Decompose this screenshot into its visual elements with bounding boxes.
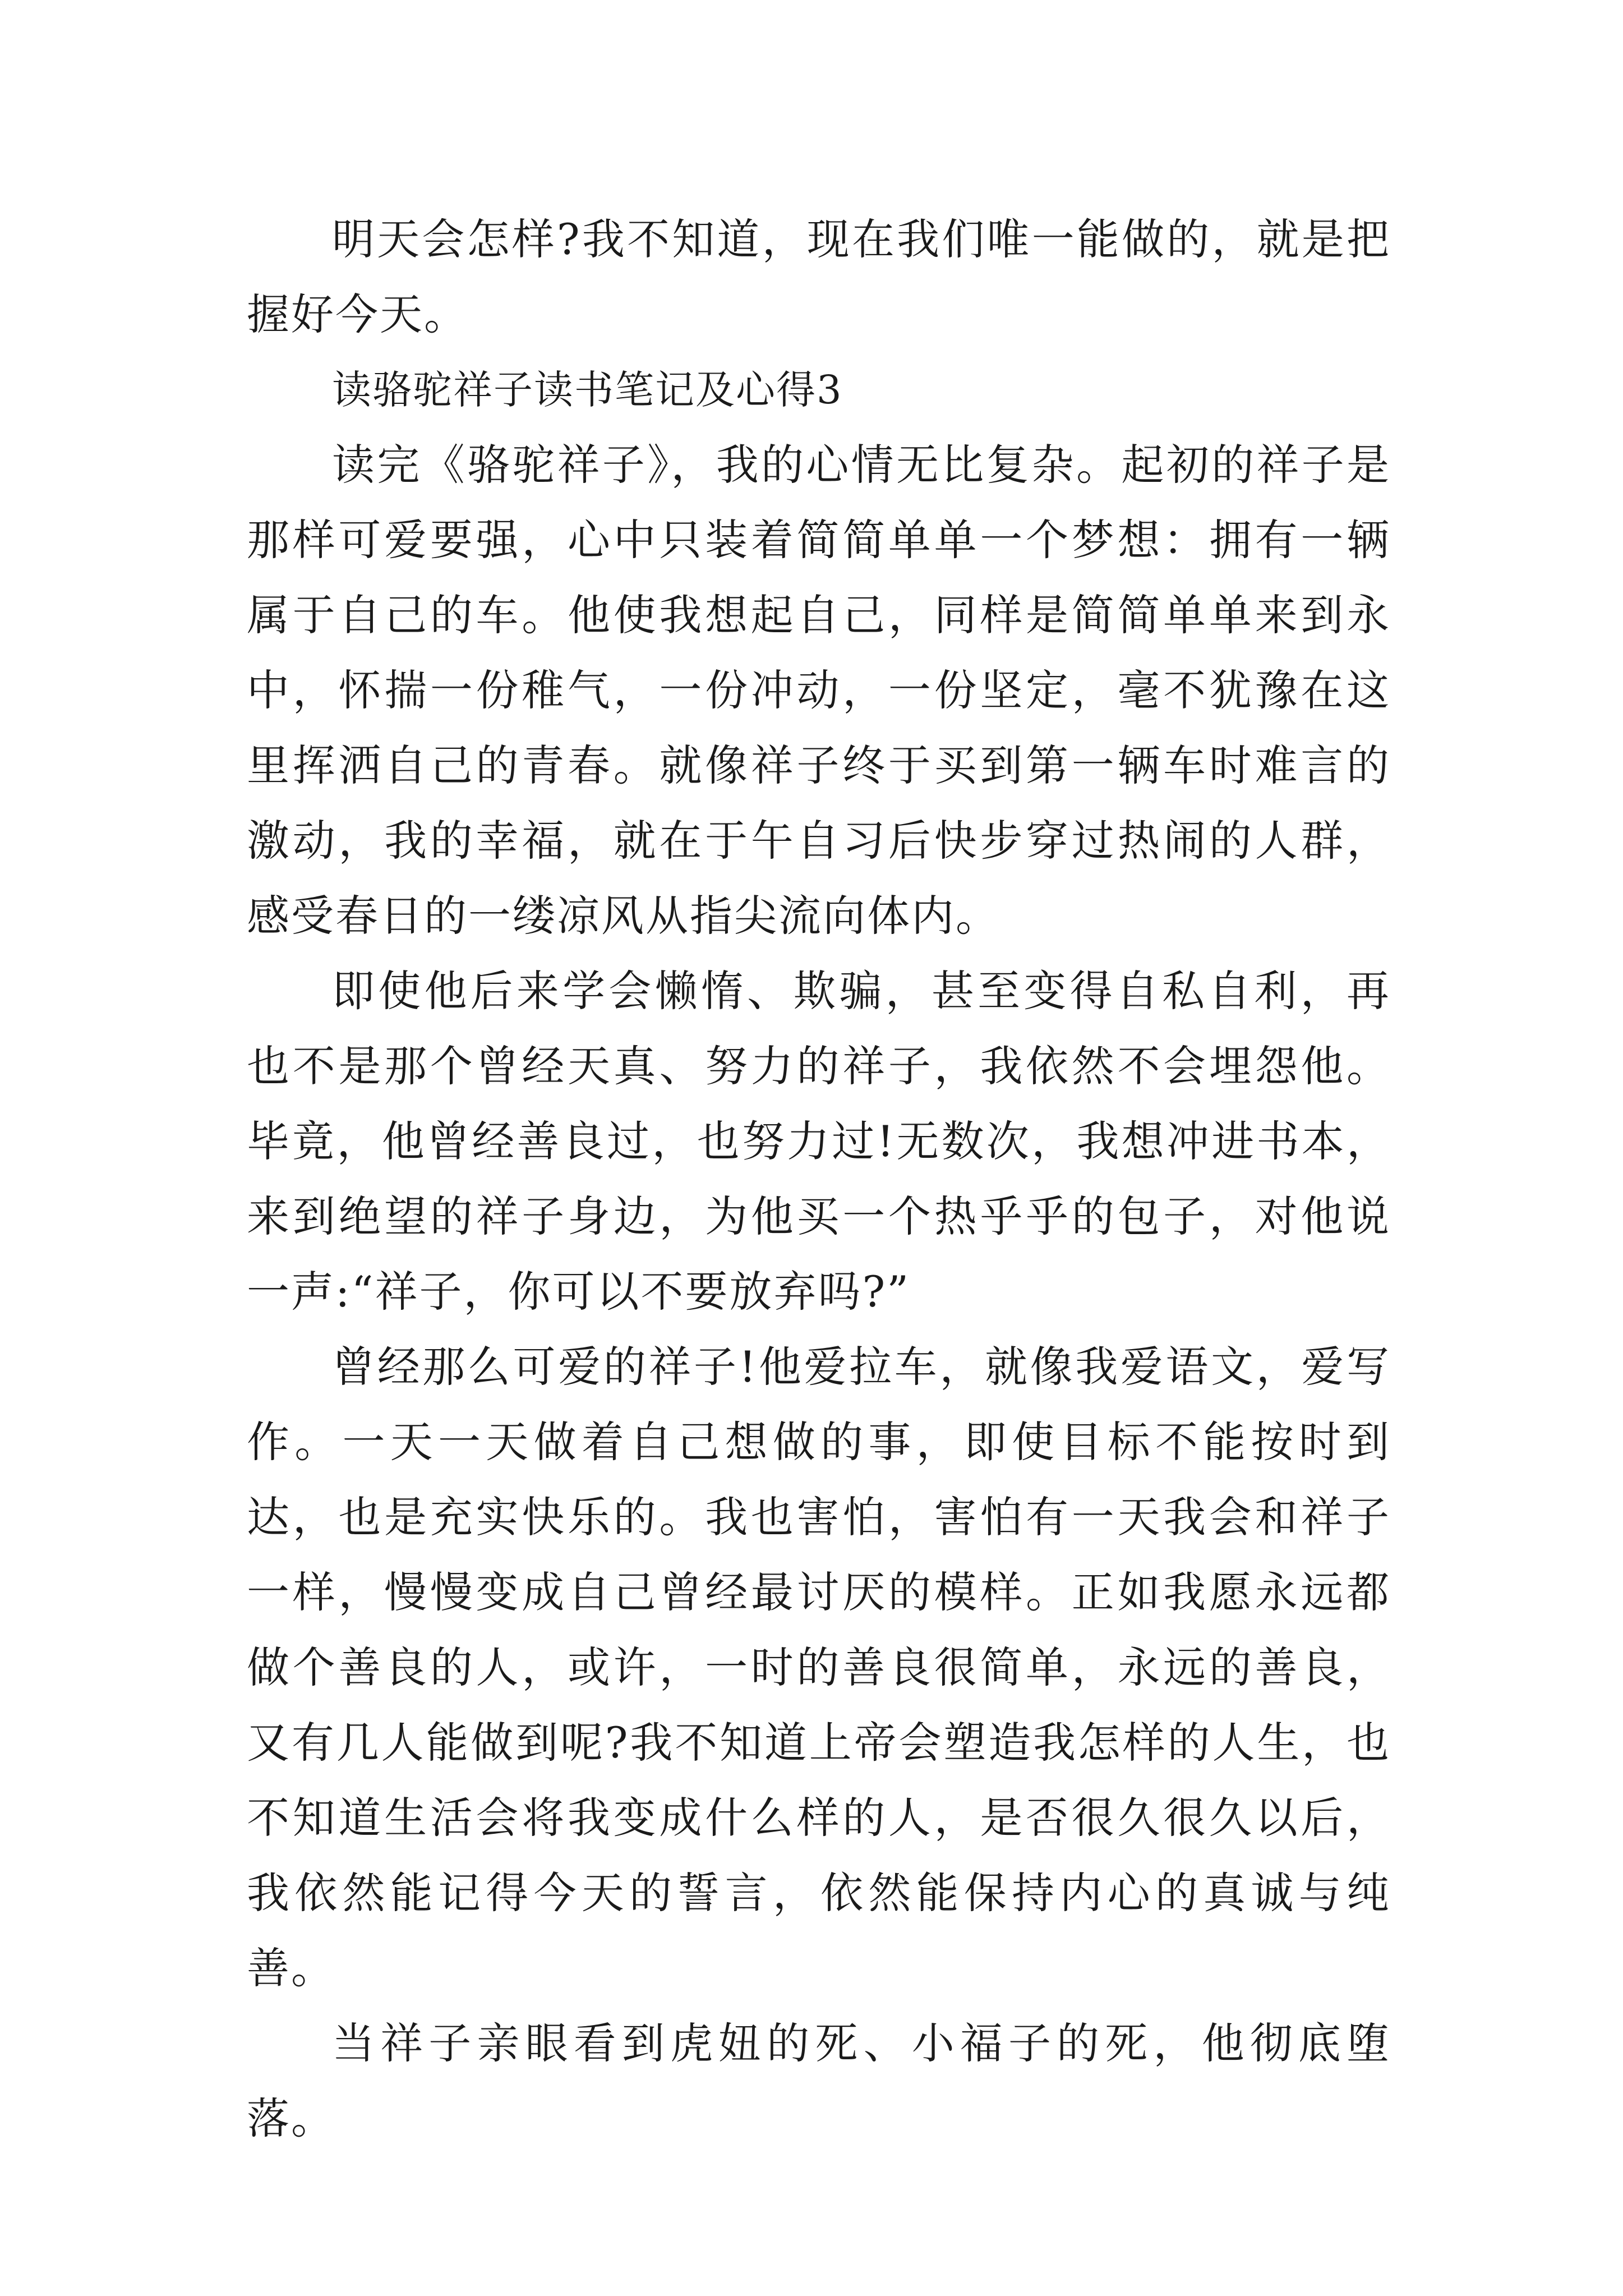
section-heading: 读骆驼祥子读书笔记及心得3 xyxy=(332,367,843,413)
paragraph-1: 明天会怎样?我不知道，现在我们唯一能做的，就是把握好今天。 xyxy=(247,214,1391,339)
paragraph-5: 当祥子亲眼看到虎妞的死、小福子的死，他彻底堕落。 xyxy=(247,2018,1391,2143)
paragraph-3: 即使他后来学会懒惰、欺骗，甚至变得自私自利，再也不是那个曾经天真、努力的祥子，我依然不会埋怨他。毕竟，他曾经善良过，也努力过!无数次，我想冲进书本，来到绝望的祥子身边，为他买一个热乎乎的包子，对他说一声:“祥子，你可以不要放弃吗?” xyxy=(247,966,1391,1317)
paragraph-4: 曾经那么可爱的祥子!他爱拉车，就像我爱语文，爱写作。一天一天做着自己想做的事，即使目标不能按时到达，也是充实快乐的。我也害怕，害怕有一天我会和祥子一样，慢慢变成自己曾经最讨厌的模样。正如我愿永远都做个善良的人，或许，一时的善良很简单，永远的善良，又有几人能做到呢?我不知道上帝会塑造我怎样的人生，也不知道生活会将我变成什么样的人，是否很久很久以后，我依然能记得今天的誓言，依然能保持内心的真诚与纯善。 xyxy=(247,1342,1391,1993)
document-body xyxy=(247,202,1391,2156)
paragraph-2: 读完《骆驼祥子》，我的心情无比复杂。起初的祥子是那样可爱要强，心中只装着简简单单一个梦想：拥有一辆属于自己的车。他使我想起自己，同样是简简单单来到永中，怀揣一份稚气，一份冲动，一份坚定，毫不犹豫在这里挥洒自己的青春。就像祥子终于买到第一辆车时难言的激动，我的幸福，就在于午自习后快步穿过热闹的人群，感受春日的一缕凉风从指尖流向体内。 xyxy=(247,440,1391,941)
